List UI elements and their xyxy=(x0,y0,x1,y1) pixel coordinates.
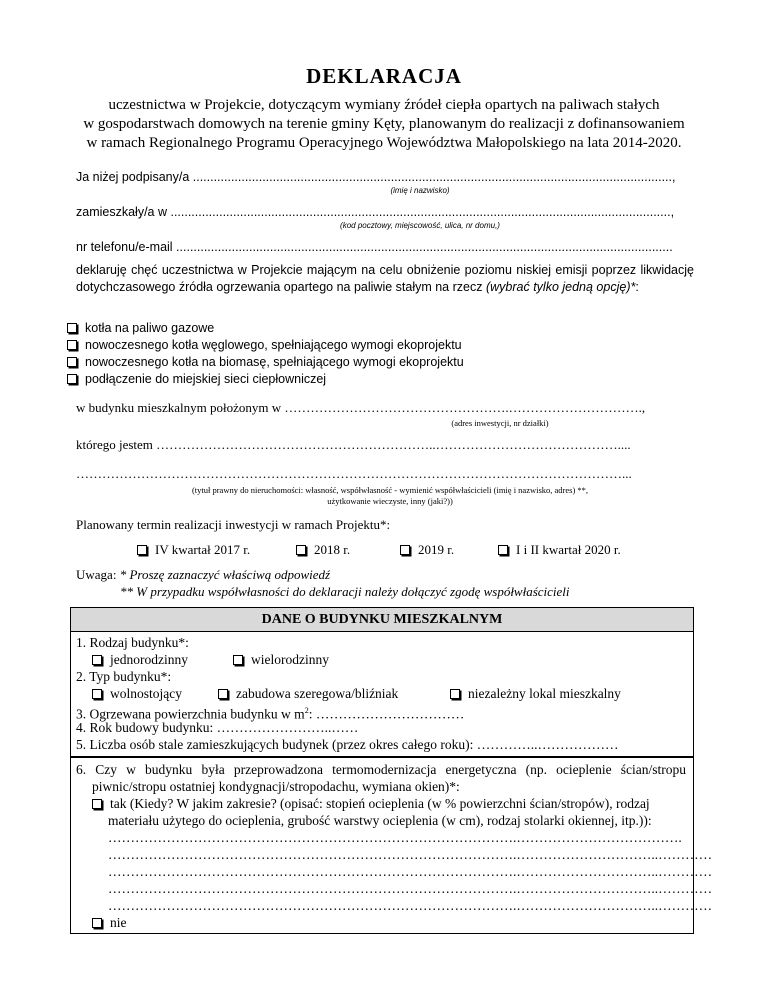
checkbox-icon[interactable] xyxy=(67,357,77,367)
name-hint: (imię i nazwisko) xyxy=(390,186,450,195)
q1-label: 1. Rodzaj budynku*: xyxy=(76,635,189,650)
q2-option-apartment[interactable]: niezależny lokal mieszkalny xyxy=(450,685,621,702)
section-header: DANE O BUDYNKU MIESZKALNYM xyxy=(70,607,694,632)
owner-title-hint-2: użytkowanie wieczyste, inny (jaki?)) xyxy=(327,496,453,506)
declaration-note: (wybrać tylko jedną opcję)* xyxy=(485,280,636,294)
declaration-body: deklaruję chęć uczestnictwa w Projekcie mającym na celu obniżenie poziomu niskiej emisji poprzez likwidację dotychczasowego źródła ogrzewania opartego na paliwie stałym na rzecz xyxy=(76,263,694,294)
intro-line-3: w ramach Regionalnego Programu Operacyjnego Województwa Małopolskiego na lata 2014-2020. xyxy=(86,135,682,151)
checkbox-icon[interactable] xyxy=(92,655,102,665)
schedule-label: Planowany termin realizacji inwestycji w ramach Projektu*: xyxy=(76,517,391,532)
checkbox-icon[interactable] xyxy=(498,545,508,555)
q6-line-2: piwnic/stropu ostatniej kondygnacji/stropodachu, wymiana okien)*: xyxy=(92,779,460,794)
option-biomass-boiler[interactable]: nowoczesnego kotła na biomasę, spełniającego wymogi ekoprojektu xyxy=(67,354,464,371)
q6-answer-line[interactable]: ……………………………………………………………………………….…………………………..………… xyxy=(108,881,713,896)
q6-yes-line-2: materiału użytego do ocieplenia, grubość warstwy ocieplenia (w cm), rodzaj stolarki okiennej, itp.)): xyxy=(108,813,652,828)
q6-answer-line[interactable]: ……………………………………………………………………………….…………………………..………… xyxy=(108,898,713,913)
checkbox-icon[interactable] xyxy=(67,323,77,333)
q3-heated-area[interactable]: 3. Ogrzewana powierzchnia budynku w $m^2$: …………………………… xyxy=(76,706,465,722)
checkbox-icon[interactable] xyxy=(450,689,460,699)
checkbox-icon[interactable] xyxy=(92,689,102,699)
owner-title-hint-1: (tytuł prawny do nieruchomości: własność, współwłasność - wymienić współwłaścicieli (imię i nazwisko, adres) **, xyxy=(191,485,589,495)
q5-residents[interactable]: 5. Liczba osób stale zamieszkujących budynek (przez okres całego roku): …………..……………… xyxy=(76,737,619,752)
address-hint: (kod pocztowy, miejscowość, ulica, nr domu,) xyxy=(340,221,500,230)
q1-option-multi[interactable]: wielorodzinny xyxy=(233,651,329,668)
address-field[interactable]: zamieszkały/a w ................................................................................................................................................, xyxy=(76,205,675,219)
checkbox-icon[interactable] xyxy=(67,374,77,384)
q2-option-terraced[interactable]: zabudowa szeregowa/bliźniak xyxy=(218,685,398,702)
phone-email-field[interactable]: nr telefonu/e-mail ............................................................................................................................................... xyxy=(76,240,673,254)
q6-line-1: 6. Czy w budynku była przeprowadzona termomodernizacja energetyczna (np. ocieplenie ścian/stropu xyxy=(76,762,686,777)
name-field[interactable]: Ja niżej podpisany/a .........................................................................................................................................., xyxy=(76,170,676,184)
checkbox-icon[interactable] xyxy=(233,655,243,665)
owner-title-field[interactable]: którego jestem ………………………………………………………..…………………………………….... xyxy=(76,437,631,452)
q1-option-single[interactable]: jednorodzinny xyxy=(92,651,188,668)
option-coal-boiler[interactable]: nowoczesnego kotła węglowego, spełniającego wymogi ekoprojektu xyxy=(67,337,464,354)
schedule-option-2017[interactable]: IV kwartał 2017 r. xyxy=(137,542,250,558)
q2-label: 2. Typ budynku*: xyxy=(76,669,172,684)
q6-answer-line[interactable]: ……………………………………………………………………………….………………………………. xyxy=(108,830,682,845)
q4-build-year[interactable]: 4. Rok budowy budynku: ……………………..…… xyxy=(76,720,359,735)
schedule-option-2019[interactable]: 2019 r. xyxy=(400,542,454,558)
q6-option-yes[interactable]: tak (Kiedy? W jakim zakresie? (opisać: stopień ocieplenia (w % powierzchni ścian/stropów), rodzaj xyxy=(92,795,650,812)
owner-title-line[interactable]: ………………………………………………………………………………………………………………... xyxy=(76,466,632,481)
option-district-heating[interactable]: podłączenie do miejskiej sieci ciepłowniczej xyxy=(67,371,464,388)
heating-option-list xyxy=(67,320,464,388)
q2-option-detached[interactable]: wolnostojący xyxy=(92,685,182,702)
q6-option-no[interactable]: nie xyxy=(92,914,127,931)
building-location-field[interactable]: w budynku mieszkalnym położonym w …………………………………………….…………………………., xyxy=(76,400,646,415)
checkbox-icon[interactable] xyxy=(296,545,306,555)
q6-answer-line[interactable]: ……………………………………………………………………………….…………………………..………… xyxy=(108,864,713,879)
schedule-option-2018[interactable]: 2018 r. xyxy=(296,542,350,558)
checkbox-icon[interactable] xyxy=(218,689,228,699)
declaration-text xyxy=(76,262,694,296)
note-1: Uwaga: * Proszę zaznaczyć właściwą odpowiedź xyxy=(76,567,331,582)
checkbox-icon[interactable] xyxy=(137,545,147,555)
document-title: DEKLARACJA xyxy=(306,64,462,88)
option-gas-boiler[interactable]: kotła na paliwo gazowe xyxy=(67,320,464,337)
intro-line-1: uczestnictwa w Projekcie, dotyczącym wymiany źródeł ciepła opartych na paliwach stałych xyxy=(108,97,660,113)
checkbox-icon[interactable] xyxy=(67,340,77,350)
schedule-option-2020[interactable]: I i II kwartał 2020 r. xyxy=(498,542,621,558)
checkbox-icon[interactable] xyxy=(92,918,102,928)
checkbox-icon[interactable] xyxy=(92,799,102,809)
declaration-end: : xyxy=(635,280,639,294)
building-location-hint: (adres inwestycji, nr działki) xyxy=(451,418,549,428)
checkbox-icon[interactable] xyxy=(400,545,410,555)
intro-line-2: w gospodarstwach domowych na terenie gminy Kęty, planowanym do realizacji z dofinansowaniem xyxy=(83,116,685,132)
q6-answer-line[interactable]: ……………………………………………………………………………….…………………………..………… xyxy=(108,847,713,862)
note-2: ** W przypadku współwłasności do deklaracji należy dołączyć zgodę współwłaścicieli xyxy=(120,584,570,599)
